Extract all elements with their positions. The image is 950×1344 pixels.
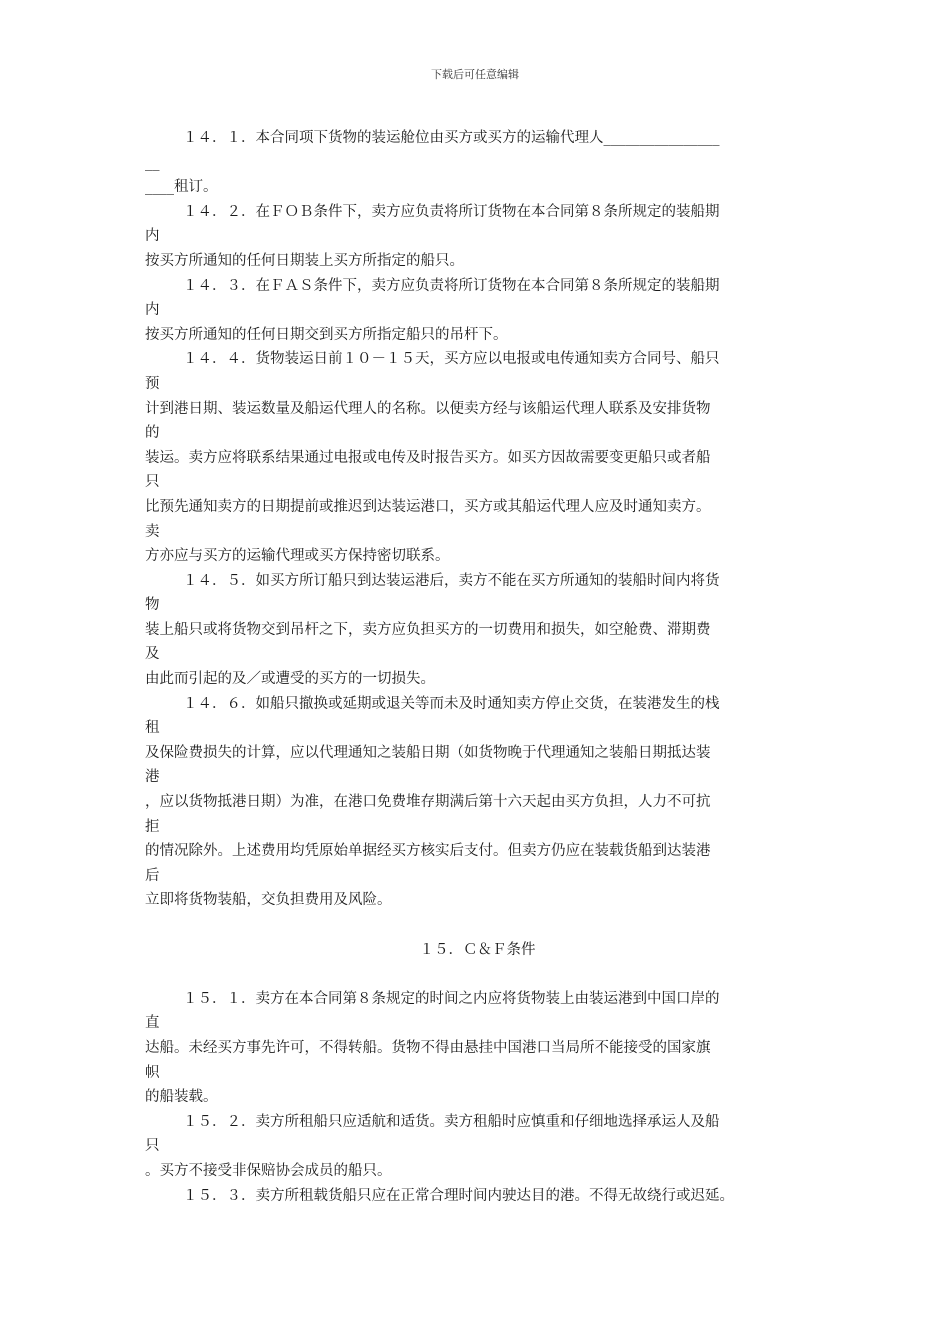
text-line: 卖 bbox=[145, 523, 160, 540]
text-line: 及保险费损失的计算，应以代理通知之装船日期（如货物晚于代理通知之装船日期抵达装 bbox=[145, 744, 711, 761]
section-heading: １５．Ｃ＆Ｆ条件 bbox=[419, 941, 536, 958]
text-line: 装运。卖方应将联系结果通过电报或电传及时报告买方。如买方因故需要变更船只或者船 bbox=[145, 449, 711, 466]
text-line: 帜 bbox=[145, 1064, 160, 1081]
text-line: ____租订。 bbox=[145, 179, 218, 196]
text-line: 按买方所通知的任何日期交到买方所指定船只的吊杆下。 bbox=[145, 326, 508, 343]
text-line: 方亦应与买方的运输代理或买方保持密切联系。 bbox=[145, 548, 450, 565]
text-line: １５．３．卖方所租载货船只应在正常合理时间内驶达目的港。不得无故绕行或迟延。 bbox=[183, 1187, 734, 1204]
document-body bbox=[145, 126, 810, 1208]
text-line: 装上船只或将货物交到吊杆之下，卖方应负担买方的一切费用和损失，如空舱费、滞期费 bbox=[145, 621, 711, 638]
text-line: １４．１．本合同项下货物的装运舱位由买方或买方的运输代理人________________ bbox=[183, 130, 720, 146]
text-line: 的 bbox=[145, 425, 160, 442]
text-line: 只 bbox=[145, 1138, 160, 1155]
blank-line bbox=[145, 913, 810, 938]
text-line: １４．２．在ＦＯＢ条件下，卖方应负责将所订货物在本合同第８条所规定的装船期 bbox=[183, 203, 720, 220]
text-line: 由此而引起的及／或遭受的买方的一切损失。 bbox=[145, 671, 435, 688]
text-line: 只 bbox=[145, 474, 160, 491]
text-line: 比预先通知卖方的日期提前或推迟到达装运港口，买方或其船运代理人应及时通知卖方。 bbox=[145, 498, 711, 515]
text-line: 直 bbox=[145, 1015, 160, 1032]
text-line: １５．１．卖方在本合同第８条规定的时间之内应将货物装上由装运港到中国口岸的 bbox=[183, 990, 720, 1007]
text-line: ，应以货物抵港日期）为准，在港口免费堆存期满后第十六天起由买方负担，人力不可抗 bbox=[145, 794, 711, 811]
text-line: 港 bbox=[145, 769, 160, 786]
text-line: 达船。未经买方事先许可，不得转船。货物不得由悬挂中国港口当局所不能接受的国家旗 bbox=[145, 1039, 711, 1056]
text-line: __ bbox=[145, 154, 160, 171]
text-line: 的情况除外。上述费用均凭原始单据经买方核实后支付。但卖方仍应在装载货船到达装港 bbox=[145, 843, 711, 860]
text-line: 物 bbox=[145, 597, 160, 614]
text-line: 租 bbox=[145, 720, 160, 737]
text-line: 的船装载。 bbox=[145, 1089, 218, 1106]
text-line: １４．５．如买方所订船只到达装运港后，卖方不能在买方所通知的装船时间内将货 bbox=[183, 572, 720, 589]
text-line: １４．４．货物装运日前１０－１５天，买方应以电报或电传通知卖方合同号、船只 bbox=[183, 351, 720, 368]
text-line: 计到港日期、装运数量及船运代理人的名称。以便卖方经与该船运代理人联系及安排货物 bbox=[145, 400, 711, 417]
blank-line bbox=[145, 962, 810, 987]
text-line: 后 bbox=[145, 867, 160, 884]
text-line: 。买方不接受非保赔协会成员的船只。 bbox=[145, 1162, 392, 1179]
text-line: 立即将货物装船，交负担费用及风险。 bbox=[145, 892, 392, 909]
text-line: 预 bbox=[145, 375, 160, 392]
text-line: 内 bbox=[145, 228, 160, 245]
text-line: １４．６．如船只撤换或延期或退关等而未及时通知卖方停止交货，在装港发生的栈 bbox=[183, 695, 720, 712]
text-line: 拒 bbox=[145, 818, 160, 835]
text-line: 及 bbox=[145, 646, 160, 663]
text-line: １４．３．在ＦＡＳ条件下，卖方应负责将所订货物在本合同第８条所规定的装船期 bbox=[183, 277, 720, 294]
text-line: 按买方所通知的任何日期装上买方所指定的船只。 bbox=[145, 252, 464, 269]
text-line: 内 bbox=[145, 302, 160, 319]
page-header: 下载后可任意编辑 bbox=[431, 68, 519, 81]
text-line: １５．２．卖方所租船只应适航和适货。卖方租船时应慎重和仔细地选择承运人及船 bbox=[183, 1113, 720, 1130]
